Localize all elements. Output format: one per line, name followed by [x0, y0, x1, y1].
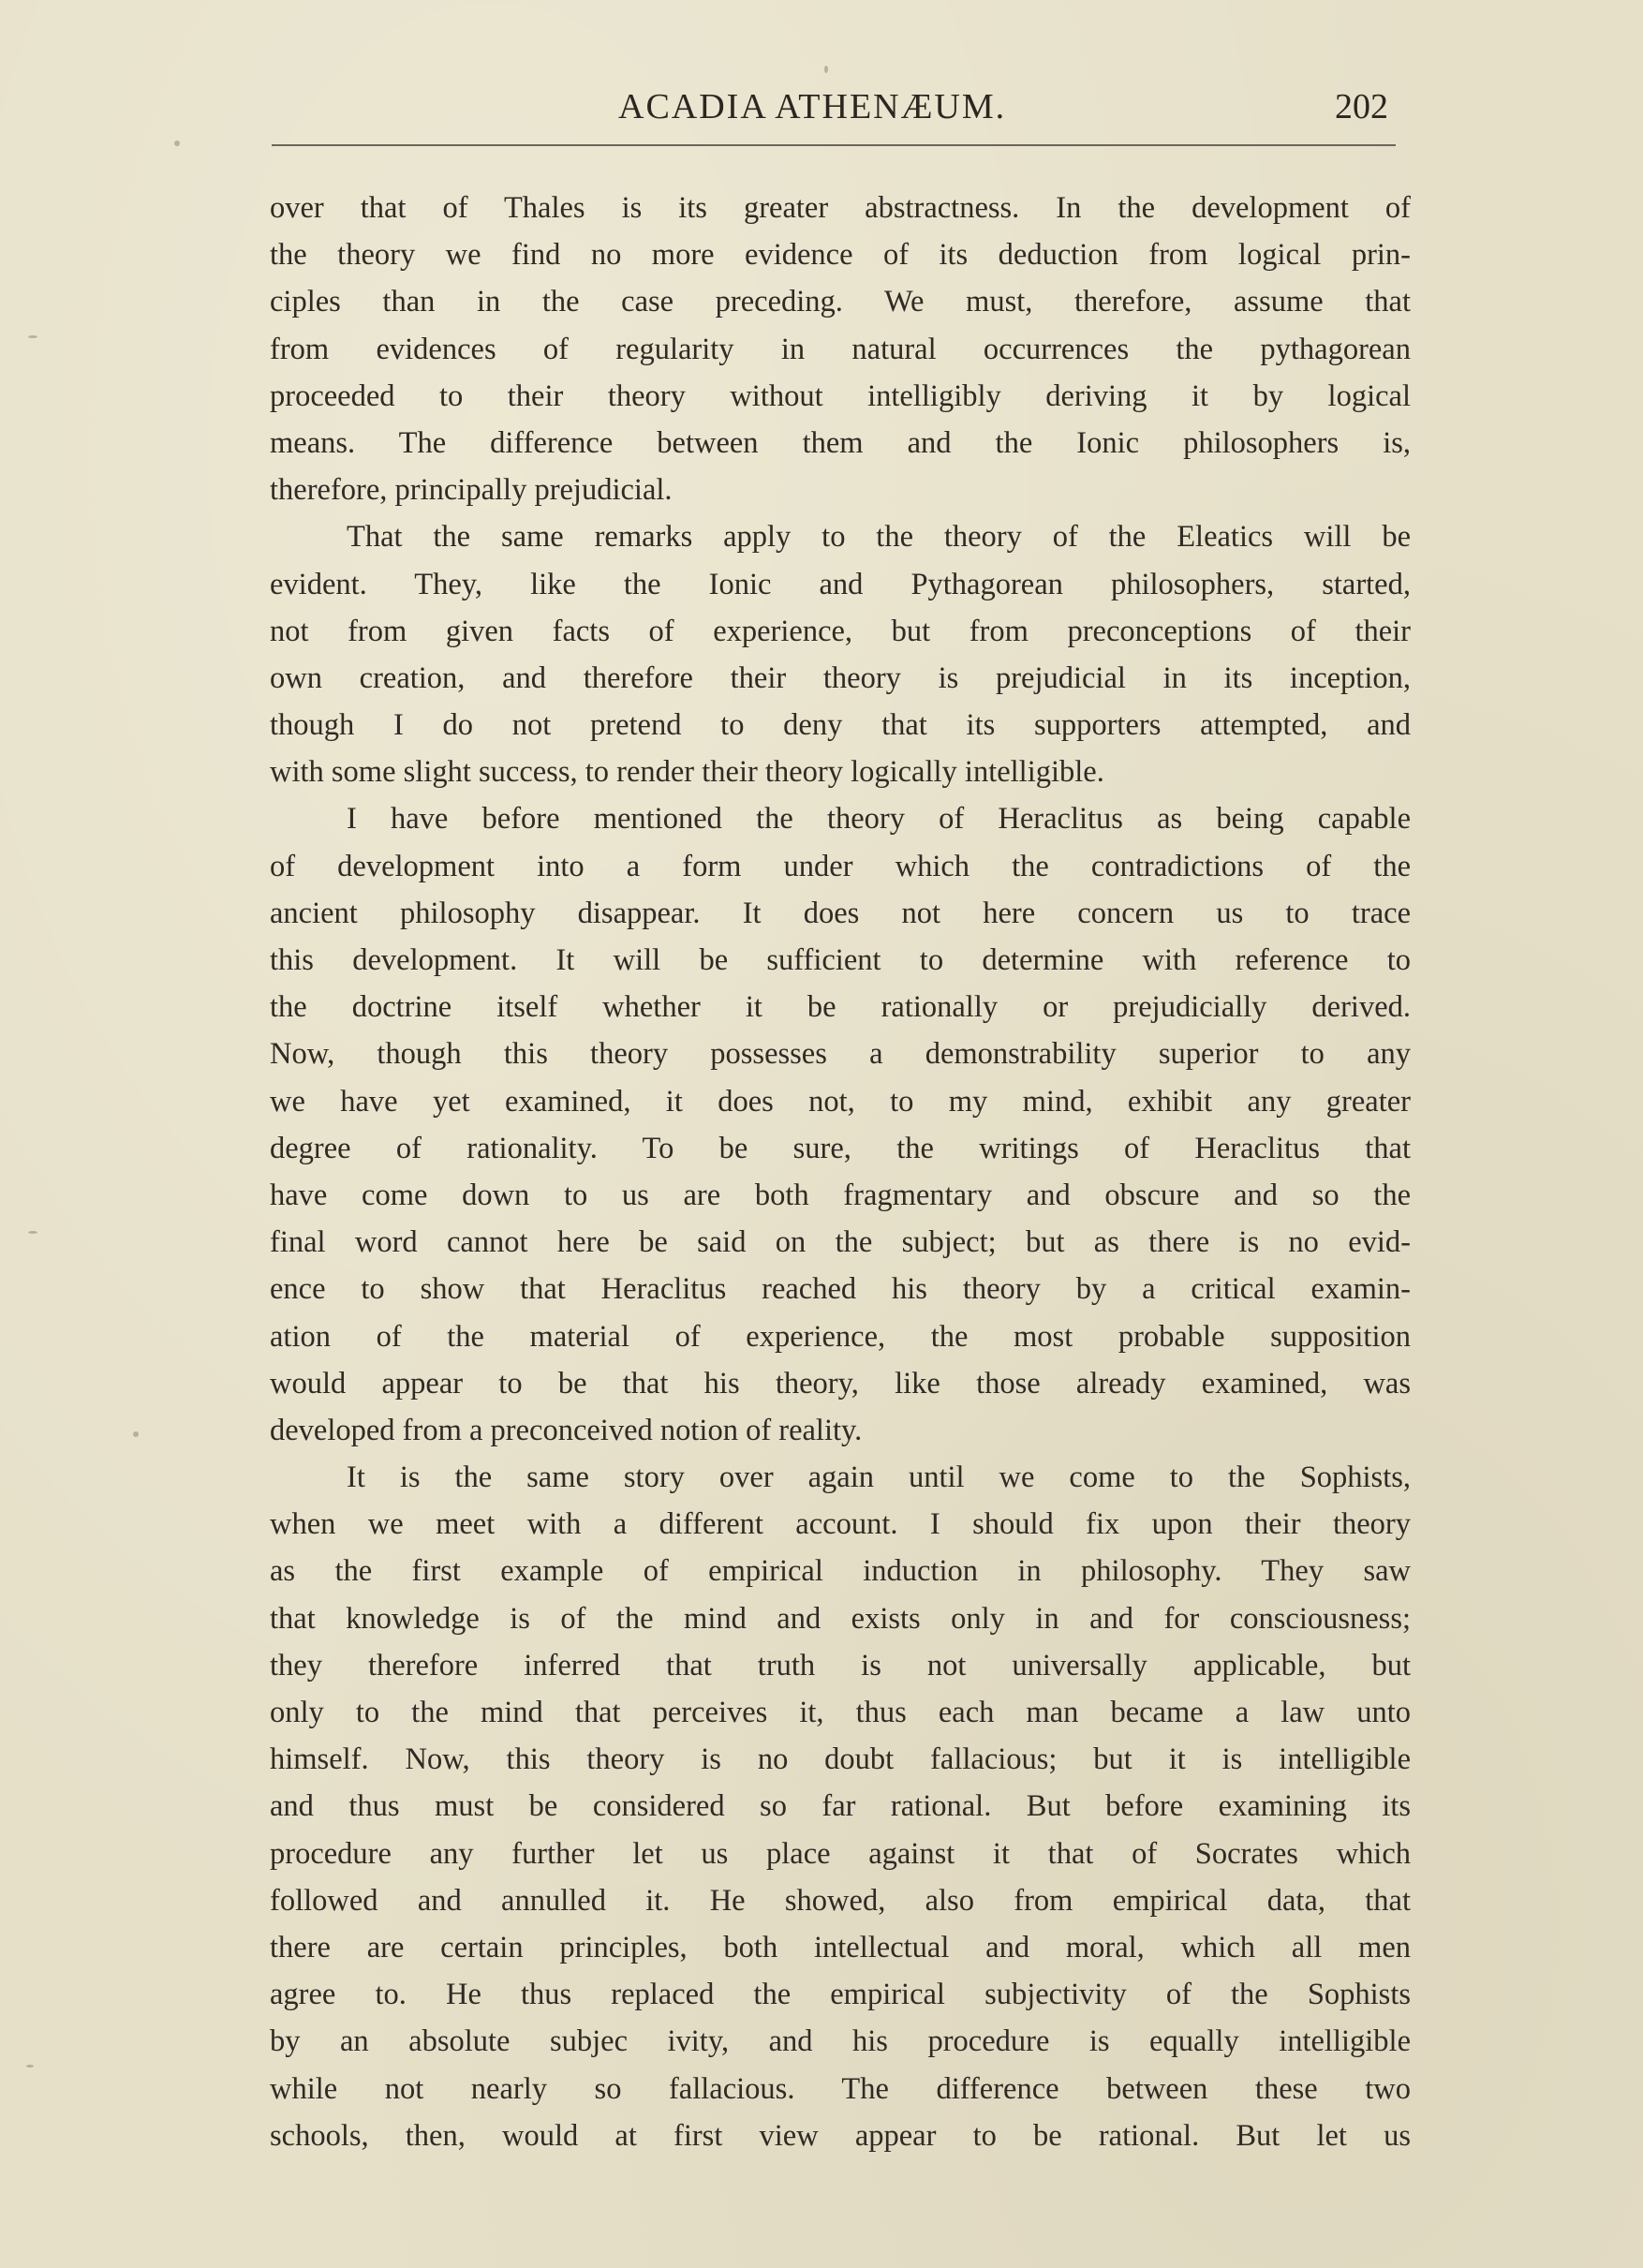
text-line: the theory we find no more evidence of its deduction from logical prin- [270, 238, 1411, 273]
text-line: final word cannot here be said on the subject; but as there is no evid- [270, 1225, 1411, 1260]
text-line: of development into a form under which the contradictions of the [270, 849, 1411, 883]
text-line: with some slight success, to render their theory logically intelligible. [270, 755, 1104, 790]
running-head [272, 86, 1433, 142]
paragraph-first-line: That the same remarks apply to the theory of the Eleatics will be [347, 520, 1411, 555]
text-line: they therefore inferred that truth is not universally applicable, but [270, 1648, 1411, 1682]
paragraph-first-line: I have before mentioned the theory of Heraclitus as being capable [347, 802, 1411, 837]
text-line: over that of Thales is its greater abstractness. In the development of [270, 191, 1411, 225]
text-line: means. The difference between them and the Ionic philosophers is, [270, 425, 1411, 460]
text-line: therefore, principally prejudicial. [270, 473, 673, 508]
paper-speck [824, 66, 828, 73]
text-line: degree of rationality. To be sure, the writings of Heraclitus that [270, 1131, 1411, 1165]
text-line: and thus must be considered so far rational. But before examining its [270, 1789, 1411, 1824]
text-line: though I do not pretend to deny that its supporters attempted, and [270, 708, 1411, 743]
text-line: we have yet examined, it does not, to my mind, exhibit any greater [270, 1084, 1411, 1119]
text-line: that knowledge is of the mind and exists only in and for consciousness; [270, 1601, 1411, 1636]
text-line: evident. They, like the Ionic and Pythagorean philosophers, started, [270, 567, 1411, 601]
text-line: the doctrine itself whether it be rationally or prejudicially derived. [270, 990, 1411, 1025]
text-line: there are certain principles, both intellectual and moral, which all men [270, 1930, 1411, 1964]
body-text [270, 185, 1411, 2159]
text-line: ancient philosophy disappear. It does not here concern us to trace [270, 896, 1411, 930]
text-line: have come down to us are both fragmentary and obscure and so the [270, 1178, 1411, 1212]
paper-speck [28, 335, 37, 338]
text-line: by an absolute subjec ivity, and his procedure is equally intelligible [270, 2024, 1411, 2059]
text-line: agree to. He thus replaced the empirical subjectivity of the Sophists [270, 1978, 1411, 2012]
text-line: Now, though this theory possesses a demonstrability superior to any [270, 1037, 1411, 1072]
paper-speck [174, 141, 180, 146]
page-number: 202 [1335, 87, 1388, 126]
text-line: not from given facts of experience, but from preconceptions of their [270, 614, 1411, 648]
text-line: ation of the material of experience, the most probable supposition [270, 1319, 1411, 1354]
text-line: from evidences of regularity in natural occurrences the pythagorean [270, 332, 1411, 366]
text-line: schools, then, would at first view appear to be rational. But let us [270, 2118, 1411, 2153]
paper-speck [26, 2065, 34, 2068]
journal-title: ACADIA ATHENÆUM. [618, 87, 1007, 126]
text-line: developed from a preconceived notion of reality. [270, 1413, 863, 1447]
text-line: this development. It will be sufficient to determine with reference to [270, 943, 1411, 977]
text-line: himself. Now, this theory is no doubt fallacious; but it is intelligible [270, 1742, 1411, 1777]
header-rule [272, 144, 1396, 146]
text-line: while not nearly so fallacious. The difference between these two [270, 2071, 1411, 2106]
text-line: when we meet with a different account. I should fix upon their theory [270, 1507, 1411, 1542]
paper-speck [28, 1231, 37, 1234]
paper-speck [133, 1431, 139, 1437]
text-line: followed and annulled it. He showed, also from empirical data, that [270, 1883, 1411, 1918]
text-line: would appear to be that his theory, like those already examined, was [270, 1366, 1411, 1401]
text-line: procedure any further let us place against it that of Socrates which [270, 1836, 1411, 1871]
text-line: ence to show that Heraclitus reached his theory by a critical examin- [270, 1272, 1411, 1307]
text-line: only to the mind that perceives it, thus each man became a law unto [270, 1696, 1411, 1729]
paragraph-first-line: It is the same story over again until we come to the Sophists, [347, 1460, 1411, 1495]
text-line: proceeded to their theory without intelligibly deriving it by logical [270, 378, 1411, 413]
text-line: own creation, and therefore their theory is prejudicial in its inception, [270, 660, 1411, 695]
text-line: ciples than in the case preceding. We must, therefore, assume that [270, 285, 1411, 319]
text-line: as the first example of empirical induction in philosophy. They saw [270, 1554, 1411, 1589]
